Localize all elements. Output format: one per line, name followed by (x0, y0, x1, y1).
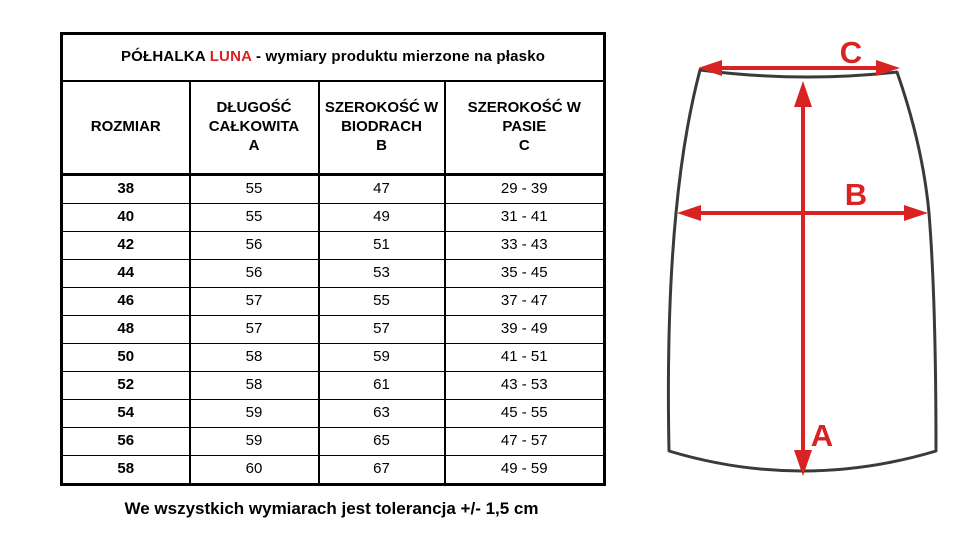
size-table (60, 32, 606, 486)
column-label: SZEROKOŚĆ W PASIE (467, 99, 581, 136)
length-cell: 57 (190, 288, 319, 316)
hips-cell: 57 (319, 316, 445, 344)
waist-cell: 43 - 53 (445, 372, 605, 400)
length-cell: 59 (190, 428, 319, 456)
length-cell: 56 (190, 260, 319, 288)
column-label: DŁUGOŚĆ CAŁKOWITA (208, 99, 300, 136)
length-cell: 56 (190, 232, 319, 260)
size-cell: 54 (62, 400, 190, 428)
size-cell: 52 (62, 372, 190, 400)
hips-cell: 47 (319, 175, 445, 204)
size-cell: 58 (62, 456, 190, 485)
length-cell: 55 (190, 175, 319, 204)
column-header-biodra-b (319, 81, 445, 175)
table-row (62, 372, 605, 400)
table-row (62, 400, 605, 428)
column-label: SZEROKOŚĆ W BIODRACH (324, 99, 439, 136)
hips-cell: 59 (319, 344, 445, 372)
waist-cell: 47 - 57 (445, 428, 605, 456)
hips-cell: 53 (319, 260, 445, 288)
title-prefix: PÓŁHALKA (120, 48, 210, 66)
table-row (62, 232, 605, 260)
hip-label-b: B (844, 177, 868, 212)
brand-name: LUNA (209, 48, 252, 66)
column-header-rozmiar (62, 81, 190, 175)
size-cell: 44 (62, 260, 190, 288)
skirt-diagram-svg (640, 20, 960, 525)
length-cell: 58 (190, 344, 319, 372)
length-cell: 60 (190, 456, 319, 485)
column-letter: B (376, 136, 387, 154)
table-row (62, 175, 605, 204)
title-suffix: - wymiary produktu mierzone na płasko (251, 48, 546, 66)
hips-cell: 63 (319, 400, 445, 428)
hips-cell: 61 (319, 372, 445, 400)
size-cell: 40 (62, 204, 190, 232)
waist-cell: 39 - 49 (445, 316, 605, 344)
length-cell: 58 (190, 372, 319, 400)
hips-cell: 49 (319, 204, 445, 232)
table-row (62, 428, 605, 456)
length-label-a: A (810, 418, 834, 453)
length-cell: 59 (190, 400, 319, 428)
size-cell: 38 (62, 175, 190, 204)
size-cell: 46 (62, 288, 190, 316)
waist-cell: 35 - 45 (445, 260, 605, 288)
table-row (62, 288, 605, 316)
column-letter: A (248, 136, 260, 154)
size-cell: 48 (62, 316, 190, 344)
waist-cell: 45 - 55 (445, 400, 605, 428)
table-row (62, 456, 605, 485)
waist-width-arrow-c (698, 35, 900, 76)
table-row (62, 316, 605, 344)
table-title-row (62, 34, 605, 82)
skirt-measurement-diagram (640, 20, 960, 525)
waist-cell: 41 - 51 (445, 344, 605, 372)
length-cell: 55 (190, 204, 319, 232)
hips-cell: 67 (319, 456, 445, 485)
column-letter: C (518, 136, 530, 154)
table-row (62, 260, 605, 288)
waist-cell: 49 - 59 (445, 456, 605, 485)
size-cell: 42 (62, 232, 190, 260)
length-cell: 57 (190, 316, 319, 344)
column-header-dlugosc-a (190, 81, 319, 175)
hips-cell: 65 (319, 428, 445, 456)
table-title (62, 34, 605, 82)
waist-label-c: C (839, 35, 863, 70)
table-row (62, 344, 605, 372)
waist-cell: 29 - 39 (445, 175, 605, 204)
tolerance-note: We wszystkich wymiarach jest tolerancja +/- 1,5 cm (124, 499, 539, 518)
size-cell: 56 (62, 428, 190, 456)
hips-cell: 55 (319, 288, 445, 316)
waist-cell: 37 - 47 (445, 288, 605, 316)
hips-cell: 51 (319, 232, 445, 260)
table-header-row (62, 81, 605, 175)
column-label: ROZMIAR (90, 118, 161, 136)
waist-cell: 33 - 43 (445, 232, 605, 260)
table-row (62, 204, 605, 232)
waist-cell: 31 - 41 (445, 204, 605, 232)
column-header-pas-c (445, 81, 605, 175)
size-cell: 50 (62, 344, 190, 372)
